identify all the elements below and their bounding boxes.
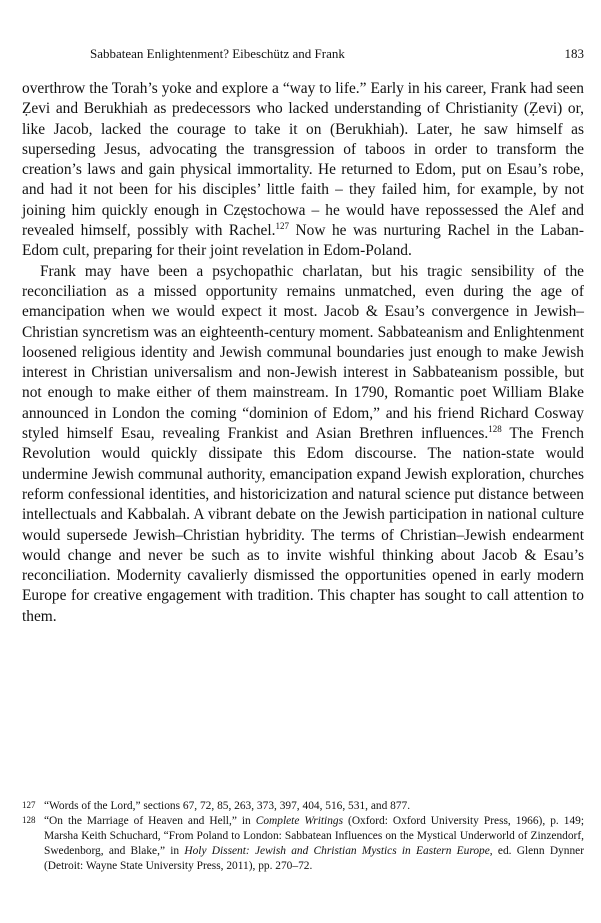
running-title: Sabbatean Enlightenment? Eibeschütz and Frank: [90, 46, 345, 61]
paragraph-text: The French Revolution would quickly dissipate this Edom discourse. The nation-state would undermine Jewish communal authority, emancipation expand Jewish exploration, churches reform confessional identities, and historicization and natural science put distance between intellectuals and Kabbalah. A vibrant debate on the Jewish participation in national culture would supersede Jewish–Christian hybridity. The terms of Christian–Jewish endearment would change and never be such as to invite wishful thinking about Jacob & Esau’s reconciliation. Modernity cavalierly dismissed the opportunities opened in early modern Europe for creative engagement with tradition. This chapter has sought to call attention to them.: [22, 425, 584, 625]
page-number: 183: [564, 46, 584, 61]
paragraph-text: Now he was nurturing Rachel in the Laban-Edom cult, preparing for their joint revelation in Edom-Poland.: [22, 222, 584, 260]
body-text: [22, 79, 584, 627]
running-head: [20, 44, 584, 64]
footnote: [22, 799, 584, 814]
footnote-ref[interactable]: 127: [275, 220, 289, 231]
footnote-number: 128: [22, 815, 36, 825]
book-title: Holy Dissent: Jewish and Christian Mystics in Eastern Europe: [184, 845, 490, 857]
paragraph-text: overthrow the Torah’s yoke and explore a “way to life.” Early in his career, Frank had seen Ẓevi and Berukhiah as predecessors who lacked understanding of Christianity (Ẓevi) or, like Jacob, lacked the courage to take it on (Berukhiah). Later, he saw himself as superseding Jesus, advocating the transgression of taboos in order to transform the creation’s laws and gain physical immortality. He returned to Edom, put on Esau’s robe, and had it not been for his disciples’ little faith – they failed him, for example, by not joining him quickly enough in Częstochowa – he would have repossessed the Alef and revealed himself, possibly with Rachel.: [22, 80, 584, 240]
footnote-text: “Words of the Lord,” sections 67, 72, 85, 263, 373, 397, 404, 516, 531, and 877.: [44, 800, 411, 812]
paragraph: [22, 262, 584, 627]
footnotes: [22, 799, 584, 874]
footnote-number: 127: [22, 800, 36, 810]
footnote-text: , ed. Glenn Dynner (Detroit: Wayne State University Press, 2011), pp. 270–72.: [44, 845, 584, 872]
footnote: [22, 814, 584, 874]
footnote-ref[interactable]: 128: [488, 423, 502, 434]
paragraph: [22, 79, 584, 262]
book-title: Complete Writings: [255, 815, 344, 827]
footnote-text: (Oxford: Oxford University Press, 1966), p. 149; Marsha Keith Schuchard, “From Poland to London: Sabbatean Influences on the Mystical Underworld of Zinzendorf, Swedenborg, and Blake,” in: [44, 815, 584, 857]
footnote-text: “On the Marriage of Heaven and Hell,” in: [44, 815, 256, 827]
paragraph-text: Frank may have been a psychopathic charlatan, but his tragic sensibility of the reconciliation as a missed opportunity remains unmatched, even during the age of emancipation when we would expect it most. Jacob & Esau’s convergence in Jewish–Christian syncretism was an eighteenth-century moment. Sabbateanism and Enlightenment loosened religious identity and Jewish communal boundaries just enough to make Jewish interest in Christian universalism and non-Jewish interest in Sabbateanism possible, but not enough to make either of them mainstream. In 1790, Romantic poet William Blake announced in London the coming “dominion of Edom,” and his friend Richard Cosway styled himself Esau, revealing Frankist and Asian Brethren influences.: [22, 262, 584, 443]
